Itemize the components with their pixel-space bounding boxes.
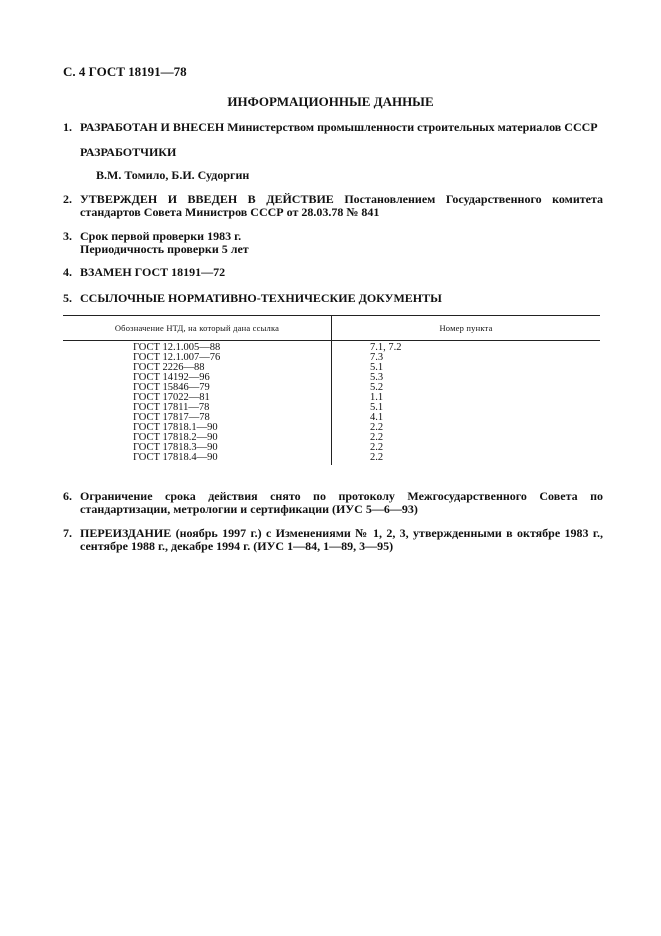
table-cell-clause: 5.2 xyxy=(370,382,384,393)
section-2-body: Постановлением Государственного комитета стандартов Совета Министров СССР от 28.03.78 № 841 xyxy=(80,192,603,219)
section-1-lead: РАЗРАБОТАН И ВНЕСЕН xyxy=(80,120,225,134)
table-cell-clause: 7.3 xyxy=(370,352,384,363)
section-7-body: (ноябрь 1997 г.) с Изменениями № 1, 2, 3, утвержденными в октябре 1983 г., сентябре 1988 г., декабре 1994 г. (ИУС 1—84, 1—89, 3—95) xyxy=(80,526,603,553)
section-6-number: 6. xyxy=(63,489,72,503)
table-cell-clause: 7.1, 7.2 xyxy=(370,342,402,353)
page-header: С. 4 ГОСТ 18191—78 xyxy=(63,64,187,79)
table-cell-clause: 4.1 xyxy=(370,412,384,423)
section-1-text xyxy=(80,121,603,134)
section-7-text xyxy=(80,527,603,553)
section-2-number: 2. xyxy=(63,192,72,206)
document-title: ИНФОРМАЦИОННЫЕ ДАННЫЕ xyxy=(227,94,434,109)
section-5-number: 5. xyxy=(63,291,72,305)
table-cell-ntd: ГОСТ 12.1.005—88 xyxy=(63,341,332,354)
developers-label: РАЗРАБОТЧИКИ xyxy=(80,145,177,159)
section-6 xyxy=(63,490,603,516)
table-cell-ntd: ГОСТ 17818.4—90 xyxy=(63,453,332,465)
table-cell-ntd: ГОСТ 14192—96 xyxy=(63,373,332,383)
table-cell-clause: 2.2 xyxy=(370,442,384,453)
table-cell-ntd: ГОСТ 17817—78 xyxy=(63,413,332,423)
section-2-lead: УТВЕРЖДЕН И ВВЕДЕН В ДЕЙСТВИЕ xyxy=(80,192,334,206)
table-cell-ntd: ГОСТ 17818.2—90 xyxy=(63,433,332,443)
section-7-number: 7. xyxy=(63,526,72,540)
section-3-line-2: Периодичность проверки 5 лет xyxy=(80,242,249,256)
table-cell-ntd: ГОСТ 2226—88 xyxy=(63,363,332,373)
section-5-text: ССЫЛОЧНЫЕ НОРМАТИВНО-ТЕХНИЧЕСКИЕ ДОКУМЕНТЫ xyxy=(80,291,442,305)
table-cell-ntd: ГОСТ 17022—81 xyxy=(63,393,332,403)
table-cell-clause: 5.1 xyxy=(370,362,384,373)
table-cell-clause: 5.3 xyxy=(370,372,384,383)
table-cell-clause: 1.1 xyxy=(370,392,384,403)
section-3-number: 3. xyxy=(63,229,72,243)
table-cell-clause: 5.1 xyxy=(370,402,384,413)
table-header-clause: Номер пункта xyxy=(332,316,601,341)
table-cell-ntd: ГОСТ 17811—78 xyxy=(63,403,332,413)
table-header-row xyxy=(63,316,600,341)
table-cell-clause: 2.2 xyxy=(370,432,384,443)
section-7-lead: ПЕРЕИЗДАНИЕ xyxy=(80,526,172,540)
table-cell-ntd: ГОСТ 15846—79 xyxy=(63,383,332,393)
table-cell-ntd: ГОСТ 17818.3—90 xyxy=(63,443,332,453)
section-5 xyxy=(63,292,603,305)
section-6-text: Ограничение срока действия снято по протоколу Межгосударственного Совета по стандартизации, метрологии и сертификации (ИУС 5—6—93) xyxy=(80,489,603,516)
table-cell-clause: 2.2 xyxy=(370,422,384,433)
section-3 xyxy=(63,230,603,256)
section-1-body: Министерством промышленности строительных материалов СССР xyxy=(224,120,598,134)
section-2-text xyxy=(80,193,603,219)
developers-names: В.М. Томило, Б.И. Судоргин xyxy=(96,168,250,182)
section-2 xyxy=(63,193,603,219)
section-4 xyxy=(63,266,603,279)
section-1-number: 1. xyxy=(63,120,72,134)
table-cell-ntd: ГОСТ 12.1.007—76 xyxy=(63,353,332,363)
section-7 xyxy=(63,527,603,553)
section-4-number: 4. xyxy=(63,265,72,279)
table-row xyxy=(63,453,600,465)
section-3-line-1: Срок первой проверки 1983 г. xyxy=(80,229,242,243)
table-cell-clause: 2.2 xyxy=(370,452,384,463)
table-header-ntd: Обозначение НТД, на который дана ссылка xyxy=(63,316,332,341)
section-1 xyxy=(63,121,603,134)
table-cell-ntd: ГОСТ 17818.1—90 xyxy=(63,423,332,433)
reference-documents-table xyxy=(63,315,600,465)
section-4-text: ВЗАМЕН ГОСТ 18191—72 xyxy=(80,265,226,279)
